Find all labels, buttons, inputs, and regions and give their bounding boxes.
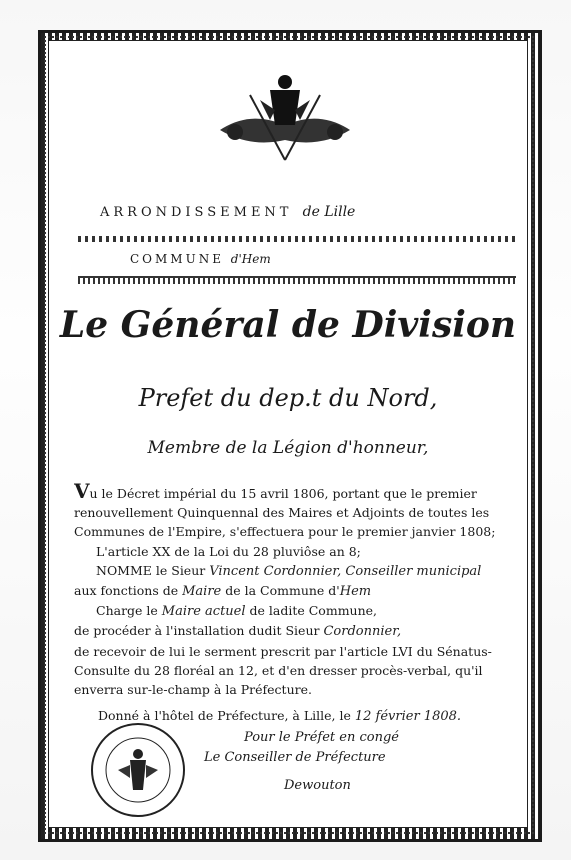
commune-line bbox=[130, 252, 271, 266]
ornamental-rule bbox=[78, 236, 516, 242]
line8-value: Cordonnier, bbox=[323, 624, 402, 640]
member-line: Membre de la Légion d'honneur, bbox=[147, 438, 429, 458]
body-line-3: Communes de l'Empire, s'effectuera pour le premier janvier 1808; bbox=[74, 524, 496, 540]
imperial-eagle-emblem bbox=[200, 70, 370, 170]
charge-post: de ladite Commune, bbox=[249, 603, 378, 619]
commune-value: d'Hem bbox=[230, 252, 271, 266]
signature-line-1: Pour le Préfet en congé bbox=[244, 730, 399, 745]
fonctions-value: Maire bbox=[182, 584, 222, 600]
line8-pre: de procéder à l'installation dudit Sieur bbox=[74, 623, 320, 639]
signature-name: Dewouton bbox=[284, 778, 351, 793]
given-date: 12 février 1808. bbox=[354, 709, 462, 724]
body-line-4: L'article XX de la Loi du 28 pluviôse an 8; bbox=[96, 543, 361, 559]
given-text: Donné à l'hôtel de Préfecture, à Lille, le bbox=[98, 708, 351, 723]
signature-line-2: Le Conseiller de Préfecture bbox=[204, 750, 386, 765]
charge-label: Charge le bbox=[96, 603, 158, 619]
nomme-value: Vincent Cordonnier, Conseiller municipal bbox=[209, 563, 482, 579]
document-subtitle: Prefet du dep.t du Nord, bbox=[138, 384, 438, 412]
fonctions-post: de la Commune d' bbox=[225, 583, 340, 599]
arrondissement-value: de Lille bbox=[302, 204, 356, 220]
arrondissement-line bbox=[100, 204, 355, 220]
decree-body bbox=[74, 482, 514, 699]
fonctions-pre: aux fonctions de bbox=[74, 583, 179, 599]
prefecture-seal bbox=[88, 720, 188, 820]
commune-label: COMMUNE bbox=[130, 252, 224, 266]
drop-cap: V bbox=[74, 482, 90, 503]
document-title: Le Général de Division bbox=[59, 304, 517, 346]
charge-value: Maire actuel bbox=[161, 604, 246, 620]
ornamental-rule-2 bbox=[78, 276, 516, 284]
body-line-1: u le Décret impérial du 15 avril 1806, portant que le premier bbox=[89, 486, 477, 501]
arrondissement-label: ARRONDISSEMENT bbox=[100, 205, 293, 220]
body-line-9: de recevoir de lui le serment prescrit par l'article LVI du Sénatus- bbox=[74, 643, 492, 659]
document-content bbox=[58, 52, 518, 822]
body-line-2: renouvellement Quinquennal des Maires et Adjoints de toutes les bbox=[74, 505, 490, 521]
fonctions-commune: Hem bbox=[339, 584, 372, 600]
body-line-10: Consulte du 28 floréal an 12, et d'en dresser procès-verbal, qu'il bbox=[74, 662, 483, 678]
body-line-11: enverra sur-le-champ à la Préfecture. bbox=[74, 682, 312, 698]
nomme-label: NOMME le Sieur bbox=[96, 562, 206, 578]
